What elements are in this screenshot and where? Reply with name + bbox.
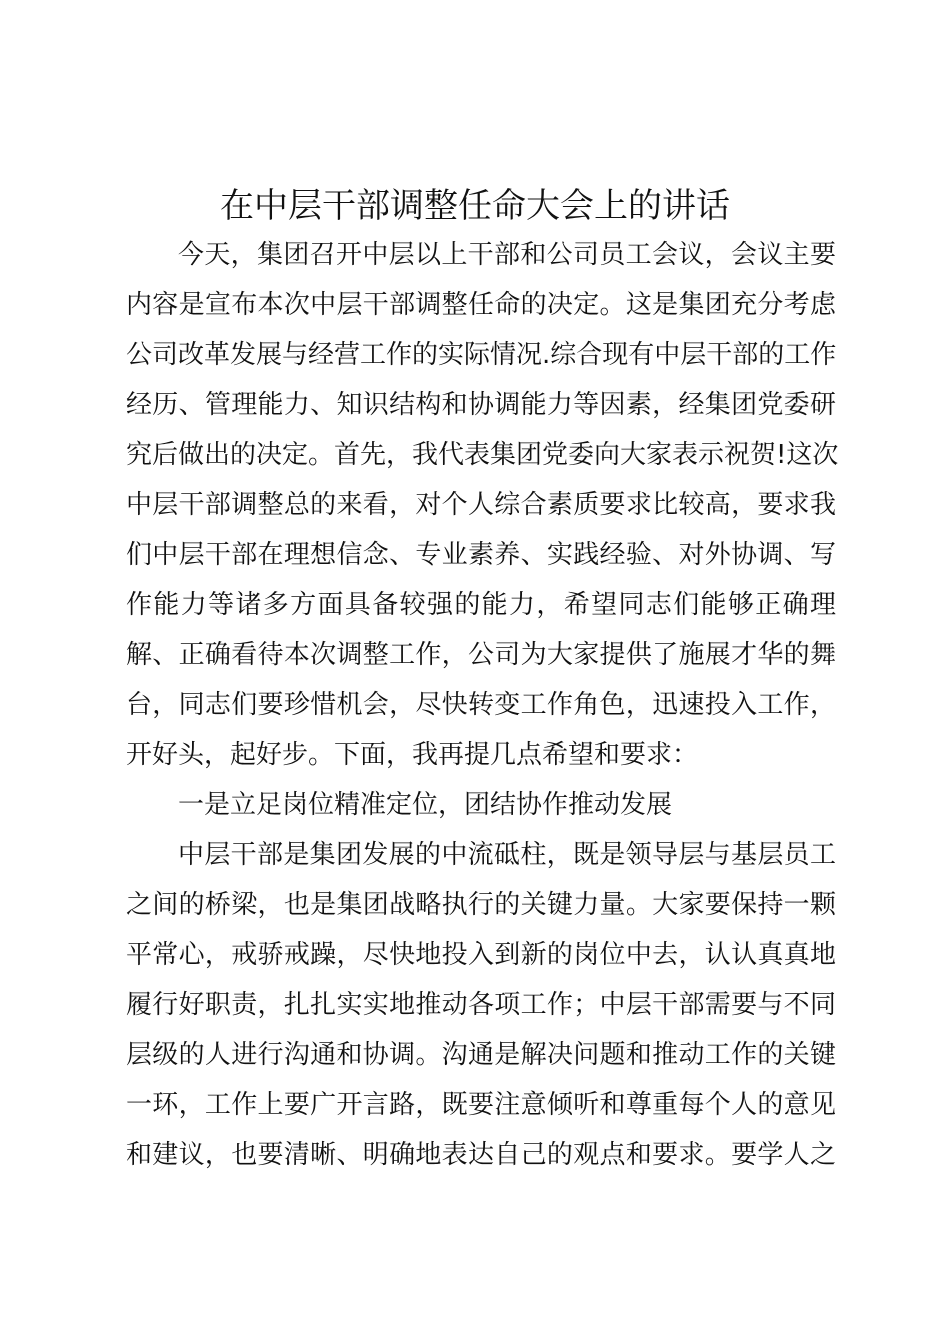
paragraph-line: 作能力等诸多方面具备较强的能力，希望同志们能够正确理 [126,590,836,620]
paragraph-line: 们中层干部在理想信念、专业素养、实践经验、对外协调、写 [126,540,836,570]
paragraph-line: 中层干部是集团发展的中流砥柱，既是领导层与基层员工 [178,840,836,870]
paragraph-line: 中层干部调整总的来看，对个人综合素质要求比较高，要求我 [126,490,836,520]
paragraph-line: 之间的桥梁，也是集团战略执行的关键力量。大家要保持一颗 [126,890,836,920]
paragraph-line: 今天，集团召开中层以上干部和公司员工会议，会议主要 [178,240,836,270]
paragraph-line: 究后做出的决定。首先，我代表集团党委向大家表示祝贺!这次 [126,440,839,470]
document-title: 在中层干部调整任命大会上的讲话 [220,186,730,226]
paragraph-line: 开好头，起好步。下面，我再提几点希望和要求： [126,740,699,770]
paragraph-line: 层级的人进行沟通和协调。沟通是解决问题和推动工作的关键 [126,1040,836,1070]
paragraph-line: 和建议，也要清晰、明确地表达自己的观点和要求。要学人之 [126,1140,836,1170]
paragraph-line: 平常心，戒骄戒躁，尽快地投入到新的岗位中去，认认真真地 [126,940,836,970]
paragraph-line: 台，同志们要珍惜机会，尽快转变工作角色，迅速投入工作， [126,690,836,720]
paragraph-line: 一环，工作上要广开言路，既要注意倾听和尊重每个人的意见 [126,1090,836,1120]
document-body [126,230,839,1180]
paragraph-line: 内容是宣布本次中层干部调整任命的决定。这是集团充分考虑 [126,290,836,320]
paragraph-line: 经历、管理能力、知识结构和协调能力等因素，经集团党委研 [126,390,836,420]
section-heading: 一是立足岗位精准定位，团结协作推动发展 [178,790,673,820]
paragraph-line: 公司改革发展与经营工作的实际情况.综合现有中层干部的工作 [126,340,837,370]
paragraph-line: 履行好职责，扎扎实实地推动各项工作；中层干部需要与不同 [126,990,836,1020]
paragraph-line: 解、正确看待本次调整工作，公司为大家提供了施展才华的舞 [126,640,836,670]
